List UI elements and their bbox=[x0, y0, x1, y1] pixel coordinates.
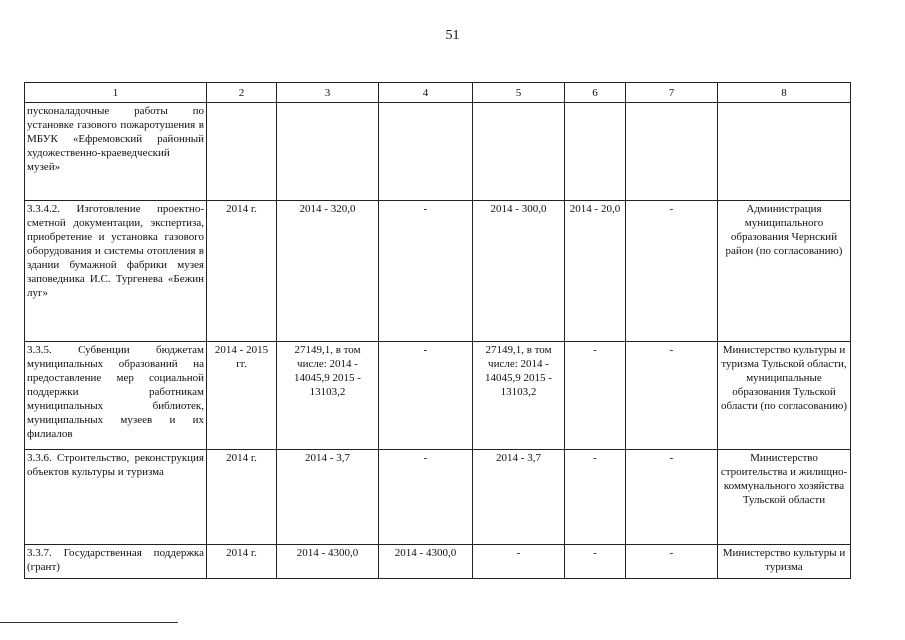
period-cell: 2014 г. bbox=[207, 201, 277, 342]
table-row bbox=[25, 342, 851, 450]
page-number: 51 bbox=[445, 28, 460, 43]
period-cell: 2014 - 2015 гг. bbox=[207, 342, 277, 450]
executor-cell: Министерство культуры и туризма Тульской области, муниципальные образования Тульской области (по согласованию) bbox=[718, 342, 851, 450]
other-cell: - bbox=[626, 545, 718, 579]
period-cell: 2014 г. bbox=[207, 450, 277, 545]
other-cell: - bbox=[626, 342, 718, 450]
local-cell bbox=[565, 103, 626, 201]
table-row bbox=[25, 450, 851, 545]
regional-cell: 2014 - 300,0 bbox=[473, 201, 565, 342]
regional-cell: - bbox=[473, 545, 565, 579]
activity-cell: 3.3.7. Государственная поддержка (грант) bbox=[25, 545, 207, 579]
other-cell bbox=[626, 103, 718, 201]
executor-cell: Министерство строительства и жилищно-коммунального хозяйства Тульской области bbox=[718, 450, 851, 545]
table-row bbox=[25, 201, 851, 342]
header-row bbox=[25, 83, 851, 103]
total-cell: 2014 - 3,7 bbox=[277, 450, 379, 545]
federal-cell: - bbox=[379, 342, 473, 450]
activity-cell: пусконаладочные работы по установке газового пожаротушения в МБУК «Ефремовский районный художественно-краеведческий музей» bbox=[25, 103, 207, 201]
col-header-4: 4 bbox=[379, 83, 473, 103]
local-cell: - bbox=[565, 545, 626, 579]
executor-cell: Администрация муниципального образования Чернский район (по согласованию) bbox=[718, 201, 851, 342]
activity-cell: 3.3.5. Субвенции бюджетам муниципальных образований на предоставление мер социальной поддержки работникам муниципальных библиотек, муниципальных музеев и их филиалов bbox=[25, 342, 207, 450]
total-cell: 2014 - 320,0 bbox=[277, 201, 379, 342]
col-header-5: 5 bbox=[473, 83, 565, 103]
total-cell bbox=[277, 103, 379, 201]
col-header-7: 7 bbox=[626, 83, 718, 103]
col-header-8: 8 bbox=[718, 83, 851, 103]
other-cell: - bbox=[626, 201, 718, 342]
other-cell: - bbox=[626, 450, 718, 545]
period-cell: 2014 г. bbox=[207, 545, 277, 579]
local-cell: 2014 - 20,0 bbox=[565, 201, 626, 342]
federal-cell: 2014 - 4300,0 bbox=[379, 545, 473, 579]
federal-cell bbox=[379, 103, 473, 201]
col-header-3: 3 bbox=[277, 83, 379, 103]
footnote-divider bbox=[0, 622, 178, 623]
local-cell: - bbox=[565, 342, 626, 450]
regional-cell: 27149,1, в том числе: 2014 - 14045,9 2015 - 13103,2 bbox=[473, 342, 565, 450]
executor-cell: Министерство культуры и туризма bbox=[718, 545, 851, 579]
col-header-6: 6 bbox=[565, 83, 626, 103]
period-cell bbox=[207, 103, 277, 201]
regional-cell: 2014 - 3,7 bbox=[473, 450, 565, 545]
local-cell: - bbox=[565, 450, 626, 545]
table-row bbox=[25, 103, 851, 201]
federal-cell: - bbox=[379, 201, 473, 342]
col-header-2: 2 bbox=[207, 83, 277, 103]
total-cell: 2014 - 4300,0 bbox=[277, 545, 379, 579]
table-row bbox=[25, 545, 851, 579]
federal-cell: - bbox=[379, 450, 473, 545]
regional-cell bbox=[473, 103, 565, 201]
total-cell: 27149,1, в том числе: 2014 - 14045,9 2015 - 13103,2 bbox=[277, 342, 379, 450]
activity-cell: 3.3.4.2. Изготовление проектно-сметной документации, экспертиза, приобретение и установка газового оборудования и системы отопления в здании бумажной фабрики музея заповедника И.С. Тургенева «Бежин луг» bbox=[25, 201, 207, 342]
program-table bbox=[24, 82, 851, 579]
col-header-1: 1 bbox=[25, 83, 207, 103]
activity-cell: 3.3.6. Строительство, реконструкция объектов культуры и туризма bbox=[25, 450, 207, 545]
executor-cell bbox=[718, 103, 851, 201]
